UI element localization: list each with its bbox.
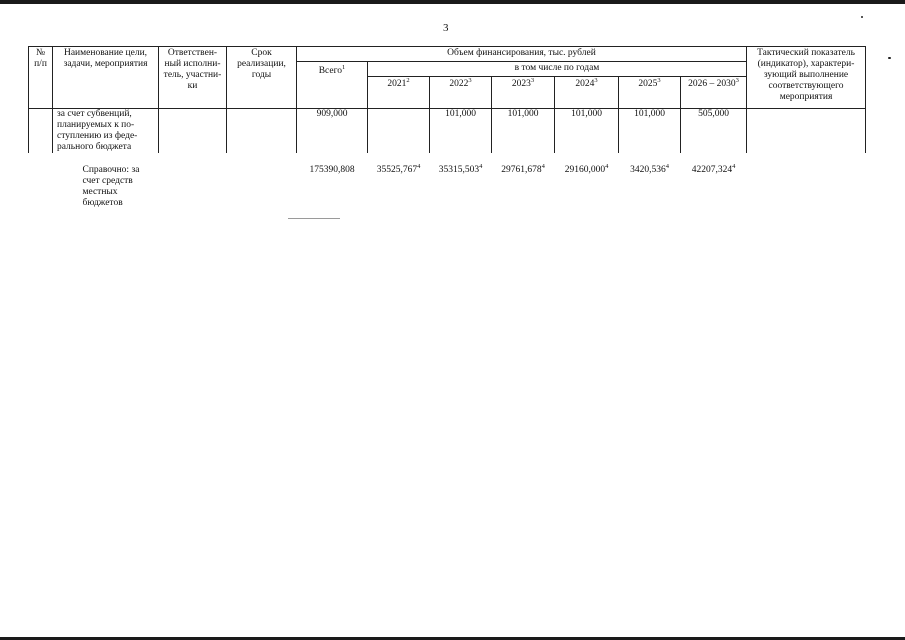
cell-value: 3420,536 <box>630 165 666 175</box>
cell-year-value <box>368 109 430 154</box>
cell-term <box>227 153 297 209</box>
cell-year-value <box>681 109 747 154</box>
cell-value: 35315,503 <box>438 165 480 175</box>
footnote-mark: 3 <box>657 76 661 84</box>
cell-value: 101,000 <box>571 109 602 119</box>
cell-total: 175390,808 <box>309 165 355 175</box>
header-year-label: 2026 – 2030 <box>688 79 736 89</box>
cell-year-value <box>681 153 747 209</box>
cell-term <box>227 109 297 154</box>
header-responsible: Ответствен-ный исполни-тель, участни-ки <box>159 47 227 109</box>
scan-artifact-line <box>288 218 340 219</box>
scan-edge-top <box>0 0 905 4</box>
table-header <box>29 47 866 109</box>
cell-responsible <box>159 109 227 154</box>
scan-speck <box>888 57 891 59</box>
footnote-mark: 4 <box>479 162 483 170</box>
footnote-mark: 4 <box>541 162 545 170</box>
header-year <box>619 77 681 109</box>
cell-year-value <box>555 153 619 209</box>
cell-value: 42207,324 <box>691 165 733 175</box>
header-year-label: 2023 <box>511 79 531 89</box>
cell-year-value <box>492 109 555 154</box>
cell-indicator <box>747 153 866 209</box>
header-by-years: в том числе по годам <box>368 62 747 77</box>
cell-year-value <box>619 109 681 154</box>
page-number: 3 <box>443 22 449 34</box>
cell-indicator <box>747 109 866 154</box>
footnote-mark: 3 <box>468 76 472 84</box>
header-name: Наименование цели, задачи, мероприятия <box>53 47 159 109</box>
cell-year-value <box>368 153 430 209</box>
header-total <box>297 62 368 109</box>
footnote-mark: 4 <box>417 162 421 170</box>
cell-value: 101,000 <box>507 109 539 119</box>
cell-value: 101,000 <box>445 109 476 119</box>
cell-number <box>29 109 53 154</box>
header-year <box>430 77 492 109</box>
financing-table <box>28 46 866 209</box>
footnote-mark: 1 <box>342 63 346 71</box>
footnote-mark: 2 <box>406 76 410 84</box>
cell-year-value <box>619 153 681 209</box>
cell-number <box>29 153 53 209</box>
footnote-mark: 4 <box>605 162 609 170</box>
cell-value: 35525,767 <box>376 165 418 175</box>
header-year-label: 2025 <box>638 79 658 89</box>
cell-year-value <box>555 109 619 154</box>
cell-responsible <box>159 153 227 209</box>
cell-year-value <box>492 153 555 209</box>
cell-name: Справочно: за счет средств местных бюджетов <box>82 165 140 208</box>
header-year <box>555 77 619 109</box>
table-row <box>29 109 866 154</box>
header-year <box>492 77 555 109</box>
header-term: Срок реализации, годы <box>227 47 297 109</box>
header-total-label: Всего <box>318 66 343 76</box>
cell-year-value <box>430 109 492 154</box>
header-year <box>368 77 430 109</box>
header-indicator: Тактический показатель (индикатор), характери-зующий выполнение соответствующего мероприятия <box>747 47 866 109</box>
header-year-label: 2021 <box>387 79 407 89</box>
header-year <box>681 77 747 109</box>
footnote-mark: 3 <box>594 76 598 84</box>
cell-value: 29761,678 <box>501 165 542 175</box>
table-body <box>29 109 866 210</box>
footnote-mark: 3 <box>530 76 535 84</box>
cell-value: 29160,000 <box>564 165 606 175</box>
header-number: № п/п <box>29 47 53 109</box>
cell-value: 505,000 <box>698 109 729 119</box>
cell-name: за счет субвенций, планируемых к по-ступлению из феде-рального бюджета <box>53 109 159 154</box>
header-year-label: 2024 <box>575 79 595 89</box>
table-row <box>29 153 866 209</box>
scan-speck <box>861 16 863 18</box>
cell-value: 101,000 <box>634 109 665 119</box>
footnote-mark: 4 <box>732 162 736 170</box>
cell-total: 909,000 <box>297 109 368 154</box>
cell-year-value <box>430 153 492 209</box>
header-year-label: 2022 <box>449 79 469 89</box>
footnote-mark: 3 <box>735 76 739 84</box>
footnote-mark: 4 <box>665 162 669 170</box>
header-funding: Объем финансирования, тыс. рублей <box>297 47 747 62</box>
